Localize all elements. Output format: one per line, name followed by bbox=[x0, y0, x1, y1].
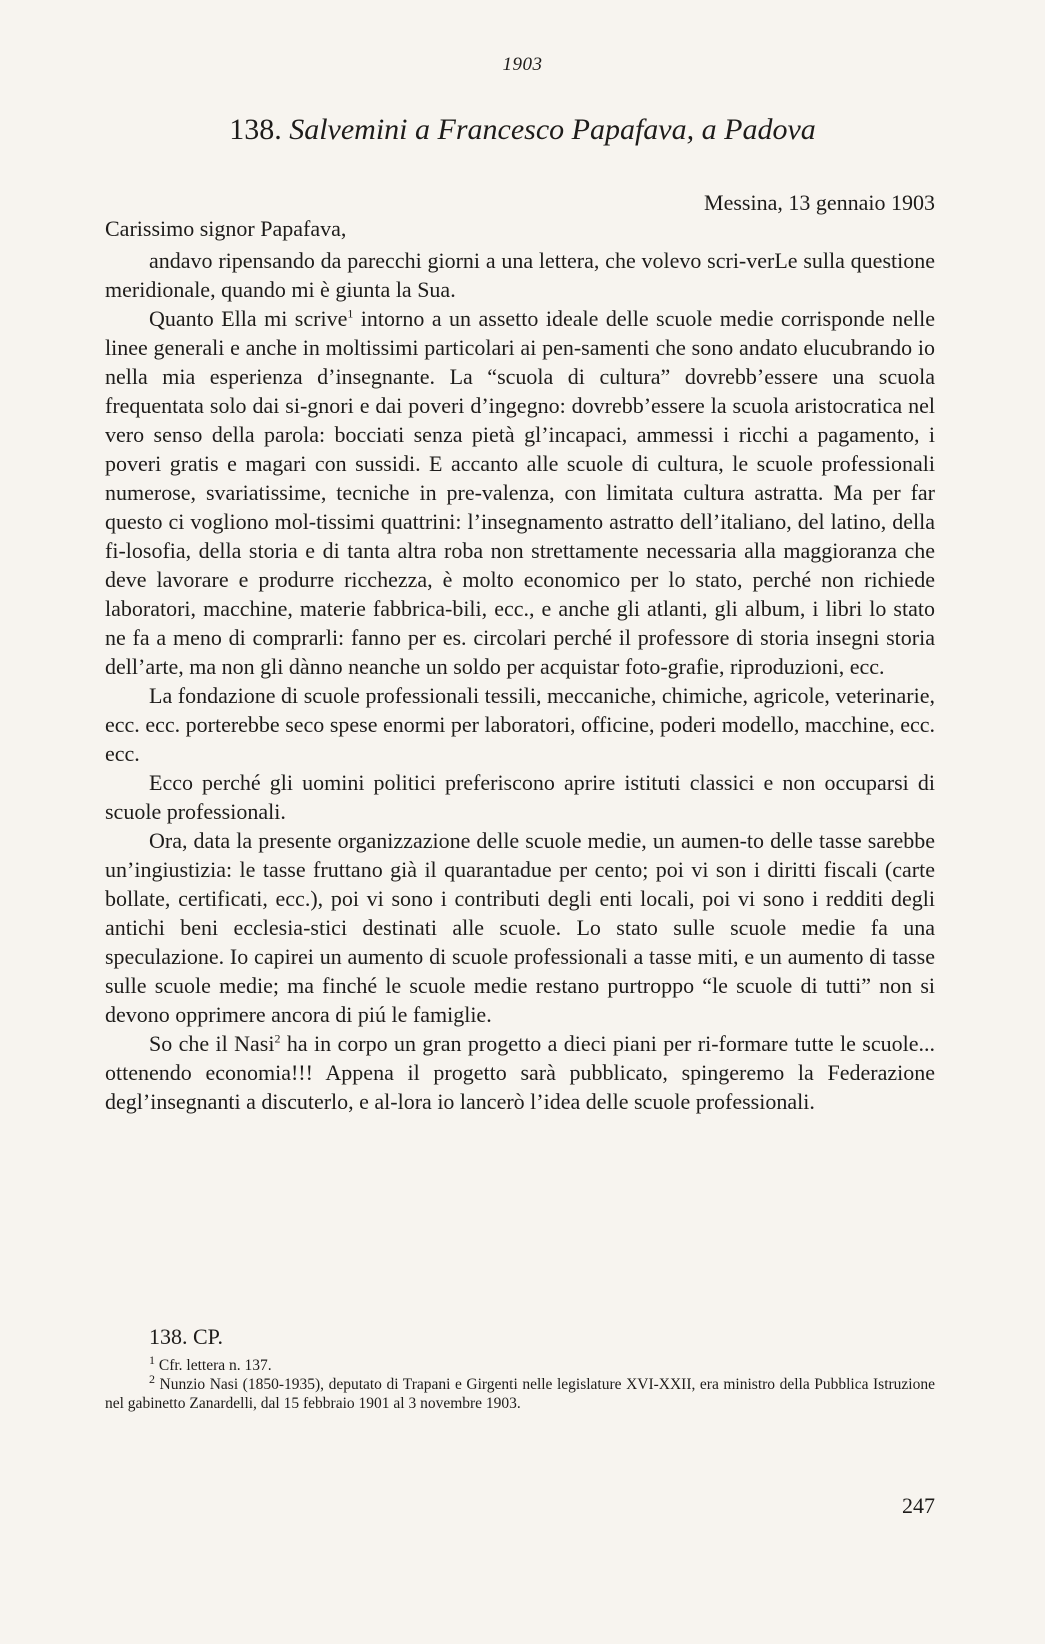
salutation: Carissimo signor Papafava, bbox=[105, 216, 347, 241]
paragraph-2-start: Quanto Ella mi scrive bbox=[149, 306, 348, 331]
paragraph-1: andavo ripensando da parecchi giorni a una lettera, che volevo scri-verLe sulla questione meridionale, quando mi è giunta la Sua. bbox=[105, 248, 935, 302]
footnote-ref-2: 2 bbox=[274, 1031, 281, 1046]
paragraph-2-rest: intorno a un assetto ideale delle scuole medie corrisponde nelle linee generali e anche in moltissimi particolari ai pen-samenti che sono andato elucubrando io nella mia esperienza d’insegnante. La “scuola di cultura” dovrebb’essere una scuola frequentata solo dai si-gnori e dai poveri d’ingegno: dovrebb’essere la scuola aristocratica nel vero senso della parola: bocciati senza pietà gl’incapaci, ammessi i ricchi a pagamento, i poveri gratis e magari con sussidi. E accanto alle scuole di cultura, le scuole professionali numerose, svariatissime, tecniche in pre-valenza, con limitata cultura astratta. Ma per far questo ci vogliono mol-tissimi quattrini: l’insegnamento astratto dell’italiano, del latino, della fi-losofia, della storia e di tanta altra roba non strettamente necessaria alla maggioranza che deve lavorare e produrre ricchezza, è molto economico per lo stato, perché non richiede laboratori, macchine, materie fabbrica-bili, ecc., e anche gli atlanti, gli album, i libri lo stato ne fa a meno di comprarli: fanno per es. circolari perché il professore di storia insegni storia dell’arte, ma non gli dànno neanche un soldo per acquistar foto-grafie, riproduzioni, ecc. bbox=[105, 306, 936, 679]
footnote-1-text: Cfr. lettera n. 137. bbox=[158, 1357, 272, 1374]
dateline: Messina, 13 gennaio 1903 bbox=[704, 190, 935, 215]
letter-number: 138. bbox=[229, 113, 282, 146]
paragraph-6-rest: ha in corpo un gran progetto a dieci piani per ri-formare tutte le scuole... ottenendo economia!!! Appena il progetto sarà pubblicato, spingeremo la Federazione degl’insegnanti a discuterlo, e al-lora io lancerò l’idea delle scuole professionali. bbox=[105, 1031, 935, 1114]
paragraph-6 bbox=[105, 1029, 935, 1116]
footnote-ref-1: 1 bbox=[347, 306, 354, 321]
letter-title-text: Salvemini a Francesco Papafava, a Padova bbox=[289, 113, 816, 146]
letter-title bbox=[0, 112, 1045, 148]
footnote-1-mark: 1 bbox=[149, 1352, 155, 1367]
paragraph-4: Ecco perché gli uomini politici preferiscono aprire istituti classici e non occuparsi di scuole professionali. bbox=[105, 770, 935, 824]
running-head: 1903 bbox=[502, 54, 543, 75]
paragraph-3: La fondazione di scuole professionali tessili, meccaniche, chimiche, agricole, veterinarie, ecc. ecc. porterebbe seco spese enormi per laboratori, officine, poderi modello, macchine, ecc. ecc. bbox=[105, 683, 935, 766]
letter-body bbox=[105, 246, 935, 1116]
footnote-2-mark: 2 bbox=[149, 1371, 155, 1386]
footnote-1 bbox=[105, 1352, 935, 1375]
footnote-2 bbox=[105, 1371, 935, 1413]
paragraph-2 bbox=[105, 304, 935, 681]
page-number: 247 bbox=[902, 1493, 935, 1518]
footnote-2-text: Nunzio Nasi (1850-1935), deputato di Trapani e Girgenti nelle legislature XVI-XXII, era ministro della Pubblica Istruzione nel gabinetto Zanardelli, dal 15 febbraio 1901 al 3 novembre 1903. bbox=[105, 1376, 935, 1412]
paragraph-5: Ora, data la presente organizzazione delle scuole medie, un aumen-to delle tasse sarebbe un’ingiustizia: le tasse fruttano già il quarantadue per cento; poi vi son i diritti fiscali (carte bollate, certificati, ecc.), poi vi sono i contributi degli enti locali, poi vi sono i redditi degli antichi beni ecclesia-stici destinati alle scuole. Lo stato sulle scuole medie fa una speculazione. Io capirei un aumento di scuole professionali a tasse miti, e un aumento di tasse sulle scuole medie; ma finché le scuole medie restano purtroppo “le scuole di tutti” non si devono opprimere ancora di piú le famiglie. bbox=[105, 828, 935, 1027]
source-note: 138. CP. bbox=[149, 1324, 223, 1349]
notes-section bbox=[105, 1324, 935, 1413]
paragraph-6-start: So che il Nasi bbox=[149, 1031, 275, 1056]
